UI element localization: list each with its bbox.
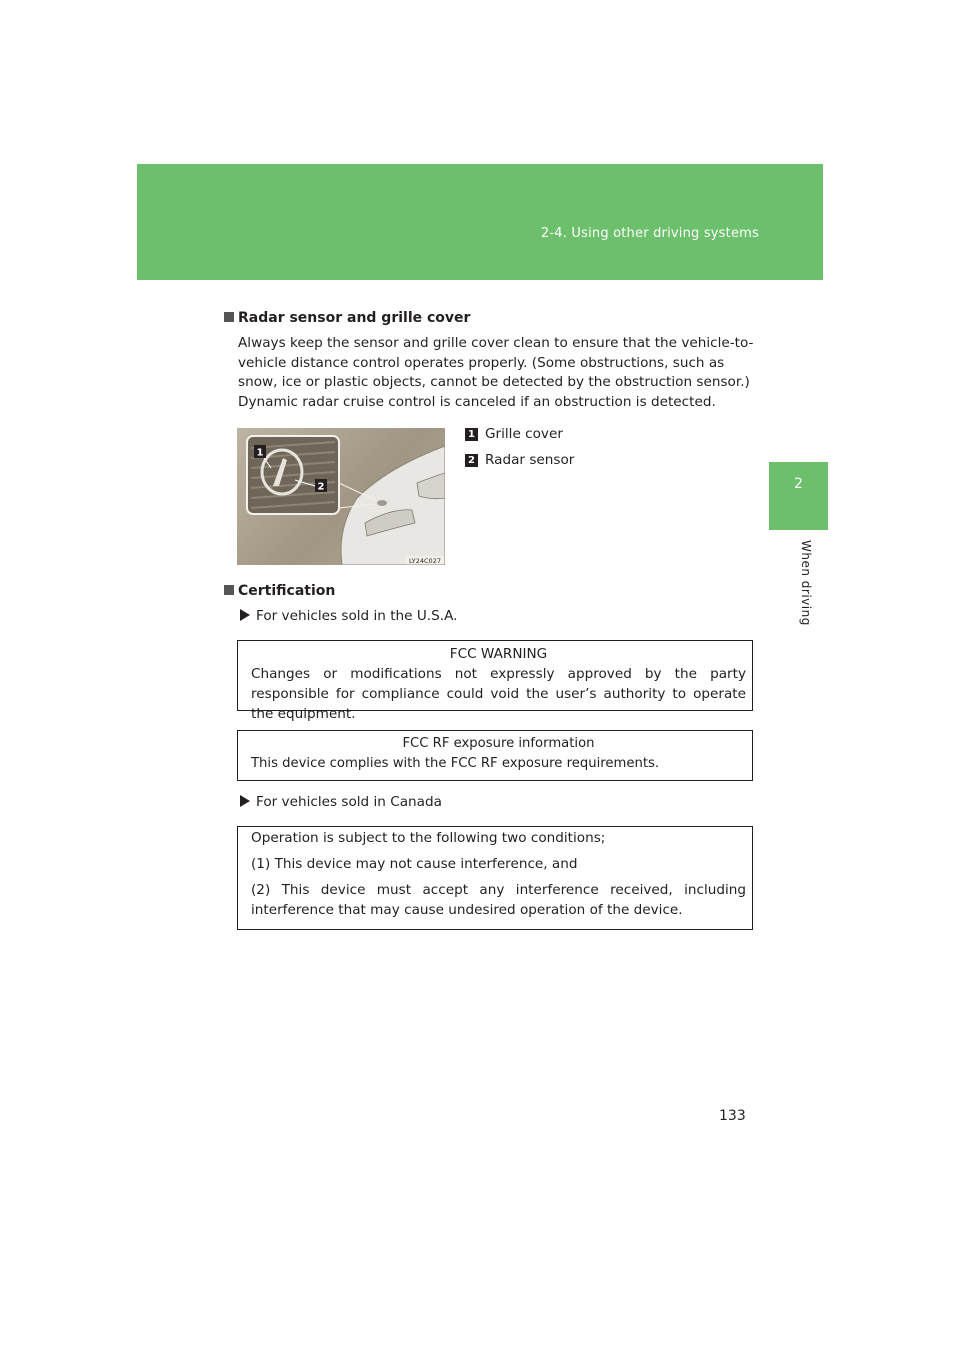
usa-bullet — [240, 608, 457, 624]
radar-paragraph-2: Dynamic radar cruise control is canceled if an obstruction is detected. — [238, 394, 716, 410]
figure-callout-1: 1 — [256, 447, 264, 459]
chapter-label: When driving — [799, 540, 813, 626]
legend-label: Radar sensor — [485, 452, 575, 468]
section-title: 2-4. Using other driving systems — [540, 226, 759, 241]
radar-paragraph: Always keep the sensor and grille cover clean to ensure that the vehicle-to-vehicle distance control operates properly. (Some obstructions, such as snow, ice or plastic objects, cannot be detected by the obstruction sensor.) — [238, 335, 754, 390]
usa-label: For vehicles sold in the U.S.A. — [256, 608, 458, 624]
radar-heading-text: Radar sensor and grille cover — [238, 310, 471, 326]
canada-box — [237, 826, 753, 930]
page-number: 133 — [719, 1108, 746, 1124]
legend-label: Grille cover — [485, 426, 563, 442]
fcc-rf-title: FCC RF exposure information — [402, 736, 595, 751]
legend-item — [465, 426, 563, 442]
canada-bullet — [240, 794, 442, 810]
canada-condition-1: (1) This device may not cause interference, and — [251, 856, 578, 872]
fcc-rf-body: This device complies with the FCC RF exposure requirements. — [251, 756, 660, 771]
heading-square-icon — [224, 312, 234, 322]
canada-condition-2: (2) This device must accept any interference received, including interference that may cause undesired operation of the device. — [251, 882, 746, 918]
legend-item — [465, 452, 574, 468]
fcc-warning-title: FCC WARNING — [449, 646, 548, 662]
radar-section-heading — [224, 310, 470, 326]
section-header-bar — [137, 164, 823, 280]
canada-label: For vehicles sold in Canada — [256, 794, 442, 810]
fcc-warning-body: Changes or modifications not expressly approved by the party responsible for compliance could void the user’s authority to operate the equipment. — [251, 666, 746, 722]
legend-number: 1 — [465, 428, 478, 441]
certification-heading — [224, 583, 335, 599]
triangle-arrow-icon — [240, 609, 250, 621]
fcc-rf-box — [237, 730, 753, 781]
certification-heading-text: Certification — [238, 583, 336, 599]
figure-image-code: LY24C027 — [409, 557, 441, 565]
chapter-number: 2 — [794, 476, 803, 492]
chapter-tab — [769, 462, 828, 530]
legend-number: 2 — [465, 454, 478, 467]
triangle-arrow-icon — [240, 795, 250, 807]
figure-callout-2: 2 — [317, 481, 325, 493]
heading-square-icon — [224, 585, 234, 595]
grille-radar-illustration — [237, 428, 445, 565]
fcc-warning-box — [237, 640, 753, 722]
canada-intro: Operation is subject to the following two conditions; — [251, 830, 606, 846]
